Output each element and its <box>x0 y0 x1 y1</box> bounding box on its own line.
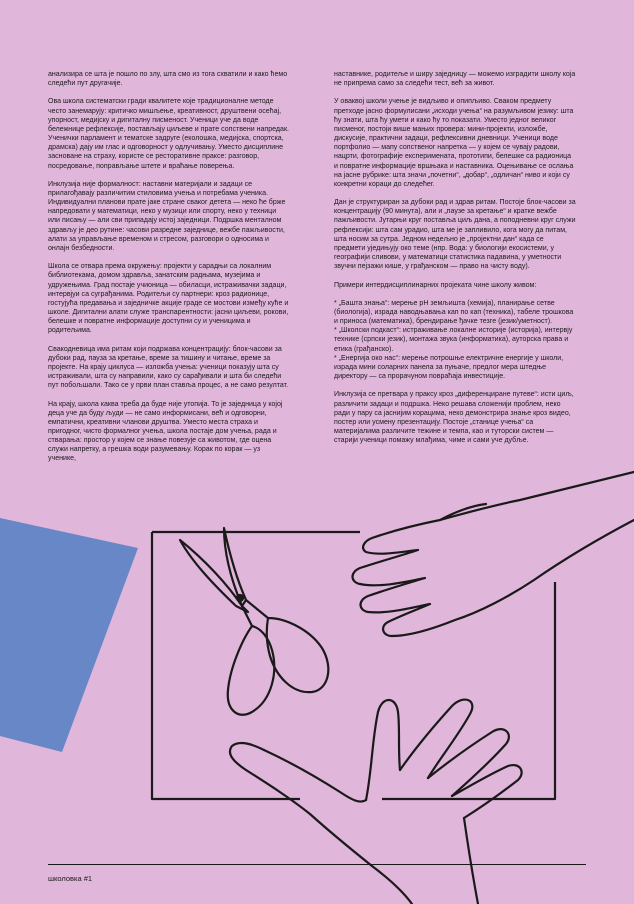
list-item: * „Енергија око нас“: мерење потрошње електричне енергије у школи, израда мини соларних панела за пуњаче, предлог мера штедње директору — са прорачуном повраћаја инвестиције. <box>334 354 564 381</box>
paragraph: На крају, школа каква треба да буде није утопија. То је заједница у којој деца уче да буду људи — не само информисани, већ и одговорни, емпатични, креативни чланови друштва. Уместо места страха и пригодног, чисто формалног учења, школа постаје дом учења, рада и стварања: простор у којем се знање повезује са животом, где оцена служи напретку, а грешка води разумевању. Корак по корак — уз ученике, <box>48 400 283 463</box>
scissors-icon <box>180 528 328 715</box>
paragraph: Инклузија се претвара у праксу кроз „диференциране путеве“: исти циљ, различити задаци и подршка. Неко решава сложенији проблем, неко ради у пару са јаснијим корацима, неко демонстрира знање кроз видео, постер или усмену презентацију. Постоје „станице учења“ са материјалима различите тежине и темпа, као и туторски систем — старији ученици помажу млађима, чиме и сами уче дубље. <box>334 391 574 445</box>
paragraph: У оваквој школи учење је видљиво и опипљиво. Сваком предмету претходе јасно формулисани „исходи учења“ на разумљивом језику: шта ћу знати, шта ћу умети и како ћу то показати. Уместо једног великог писменог, постоји више мањих провера: мини-пројекти, изложбе, дискусије, практични задаци, рефлексивни дневници. Ученици воде портфолио — мапу сопственог напретка — у којем се чувају радови, нацрти, фотографије експеримената, прототипи, белешке са радионица и повратне информације вршњака и наставника. Оцењивање се ослања на јасне рубрике: шта значи „почетни“, „добар“, „одличан“ ниво и који су конкретни кораци до следећег. <box>334 98 574 188</box>
hand-bottom-icon <box>230 700 522 904</box>
paragraph: наставнике, родитеље и ширу заједницу — можемо изградити школу која не припрема само за следећи тест, већ за живот. <box>334 71 576 88</box>
paragraph: Ова школа систематски гради квалитете које традиционалне методе често занемарују: критичко мишљење, креативност, друштвени осећај, упорност, медијску и дигиталну писменост. Ученици уче да воде бележнице рефлексије, постављају циљеве и прате сопствени напредак. Ученички парламент и тематске задруге (еколошка, медијска, спортска, драмска) дају им глас и одговорност у одлучивању. Уместо дисциплине засноване на страху, користе се ресторативне праксе: разговор, посредовање, поправљање штете и враћање поверења. <box>48 98 290 170</box>
paragraph: Инклузија није формалност: наставни материјали и задаци се прилагођавају различитим стиловима учења и потребама ученика. Индивидуални планови прате јаке стране сваког детета — неко ће брже напредовати у математици, неко у музици или спорту, неко у техници или писању — али сви припадају истој заједници. Подршка менталном здрављу је део рутине: часови разредне заједнице, вежбе пажљивости, алати за управљање временом и стресом, разговори о односима и онлајн безбедности. <box>48 180 286 252</box>
paragraph: Школа се отвара према окружењу: пројекти у сарадњи са локалним библиотекама, домом здравља, занатским радњама, музејима и удружењима. Град постаје учионица — обиласци, истраживачки задаци, интервјуи са суграђанима. Родитељи су партнери: кроз радионице, гостујућа предавања и заједничке акције граде се мостови између куће и школе. Дигитални алати служе транспарентности: јасни циљеви, рокови, белешке и повратне информације доступни су и ученицима и родитељима. <box>48 263 289 335</box>
list-item: * „Школски подкаст“: истраживање локалне историје (историја), интервју технике (српски језик), монтажа звука (информатика), ауторска права и етика (грађанско). <box>334 327 573 353</box>
list-item: * „Башта знања“: мерење pH земљишта (хемија), планирање сетве (биологија), израда наводњавања кап по кап (техника), табеле трошкова и приноса (математика), брендирање ђачке тезге (језик/уметност). <box>334 299 574 326</box>
footer-label: школовка #1 <box>48 874 93 883</box>
paragraph: Примери интердисциплинарних пројеката чине школу живом: <box>334 281 537 289</box>
hand-top-icon <box>353 472 634 636</box>
paragraph: анализира се шта је пошло по злу, шта смо из тога схватили и како ћемо следећи пут другачије. <box>48 71 288 88</box>
blue-quad-shape <box>0 518 138 752</box>
paragraph: Дан је структуриран за дубоки рад и здрав ритам. Постоје блок-часови за концентрацију (90 минута), али и „паузе за кретање“ и кратке вежбе пажљивости. Јутарњи круг поставља циљ дана, а поподневни круг служи рефлексији: шта сам урадио, шта ме је запливило, кога могу да питам, шта носим за сутра. Једном недељно је „пројектни дан“ када се предмети уједињују око теме (нпр. Вода: у биологији екосистеми, у географији сливови, у математици статистика падавина, у уметности звучни пејзажи кише, у грађанском — право на чисту воду). <box>334 199 576 271</box>
paragraph: Свакодневица има ритам који подржава концентрацију: блок-часови за дубоки рад, пауза за кретање, време за тишину и читање, време за пројекте. На крају циклуса — изложба учења: ученици показују шта су истраживали, шта су направили, како су сарађивали и шта би следећи пут побољшали. Тако се у први план ставља процес, а не само резултат. <box>48 345 289 390</box>
footer-divider <box>48 864 586 865</box>
